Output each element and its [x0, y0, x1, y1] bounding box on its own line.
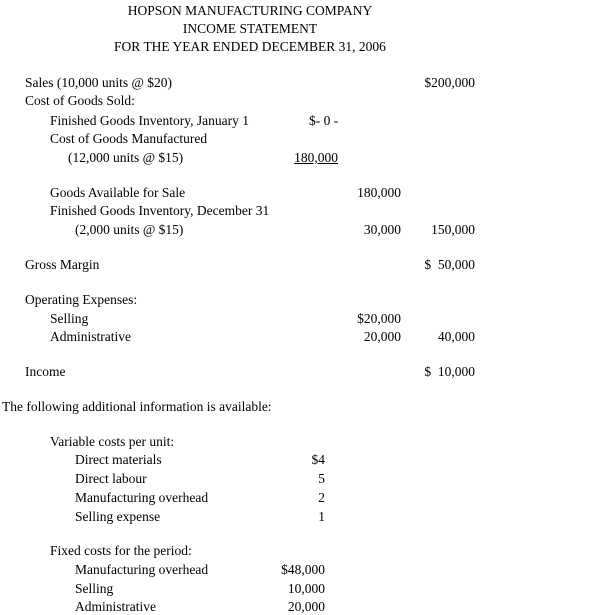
- cogm-label: Cost of Goods Manufactured: [50, 131, 208, 146]
- gross-margin-value: $ 50,000: [424, 257, 475, 272]
- selling-label: Selling: [50, 311, 89, 326]
- variable-heading: Variable costs per unit:: [50, 434, 175, 449]
- variable-item-label: Selling expense: [75, 509, 161, 524]
- fg-end-value: 30,000: [363, 222, 401, 237]
- fixed-item-label: Manufacturing overhead: [75, 562, 209, 577]
- admin-label: Administrative: [50, 329, 131, 344]
- opex-total: 40,000: [437, 329, 475, 344]
- statement-period: FOR THE YEAR ENDED DECEMBER 31, 2006: [114, 39, 386, 54]
- income-value: $ 10,000: [424, 364, 475, 379]
- fixed-item-value: 10,000: [287, 581, 325, 596]
- company-name: HOPSON MANUFACTURING COMPANY: [127, 3, 373, 18]
- goods-available-label: Goods Available for Sale: [50, 185, 186, 200]
- income-label: Income: [25, 364, 66, 379]
- variable-item-value: 2: [318, 490, 325, 505]
- fg-begin-label: Finished Goods Inventory, January 1: [50, 113, 249, 128]
- fixed-heading: Fixed costs for the period:: [50, 543, 192, 558]
- fg-end-label: Finished Goods Inventory, December 31: [50, 203, 270, 218]
- cogm-units-label: (12,000 units @ $15): [68, 150, 184, 165]
- variable-item-label: Direct labour: [75, 471, 147, 486]
- admin-value: 20,000: [363, 329, 401, 344]
- fixed-item-value: 20,000: [287, 599, 325, 614]
- additional-intro: The following additional information is available:: [2, 399, 272, 414]
- fixed-item-label: Selling: [75, 581, 114, 596]
- fixed-item-label: Administrative: [75, 599, 156, 614]
- selling-value: $20,000: [357, 311, 401, 326]
- variable-item-label: Manufacturing overhead: [75, 490, 209, 505]
- variable-item-value: 5: [318, 471, 325, 486]
- cogs-value: 150,000: [431, 222, 475, 237]
- sales-label: Sales (10,000 units @ $20): [25, 75, 173, 90]
- variable-item-label: Direct materials: [75, 452, 162, 467]
- fg-end-units-label: (2,000 units @ $15): [75, 222, 184, 237]
- statement-title: INCOME STATEMENT: [182, 21, 318, 36]
- opex-label: Operating Expenses:: [25, 292, 138, 307]
- variable-item-value: 1: [318, 509, 325, 524]
- sales-value: $200,000: [424, 75, 475, 90]
- fg-begin-value: $- 0 -: [309, 113, 339, 128]
- variable-item-value: $4: [311, 452, 325, 467]
- goods-available-value: 180,000: [357, 185, 401, 200]
- cogm-value: 180,000: [294, 150, 338, 165]
- gross-margin-label: Gross Margin: [25, 257, 100, 272]
- cogs-label: Cost of Goods Sold:: [25, 93, 135, 108]
- fixed-item-value: $48,000: [281, 562, 325, 577]
